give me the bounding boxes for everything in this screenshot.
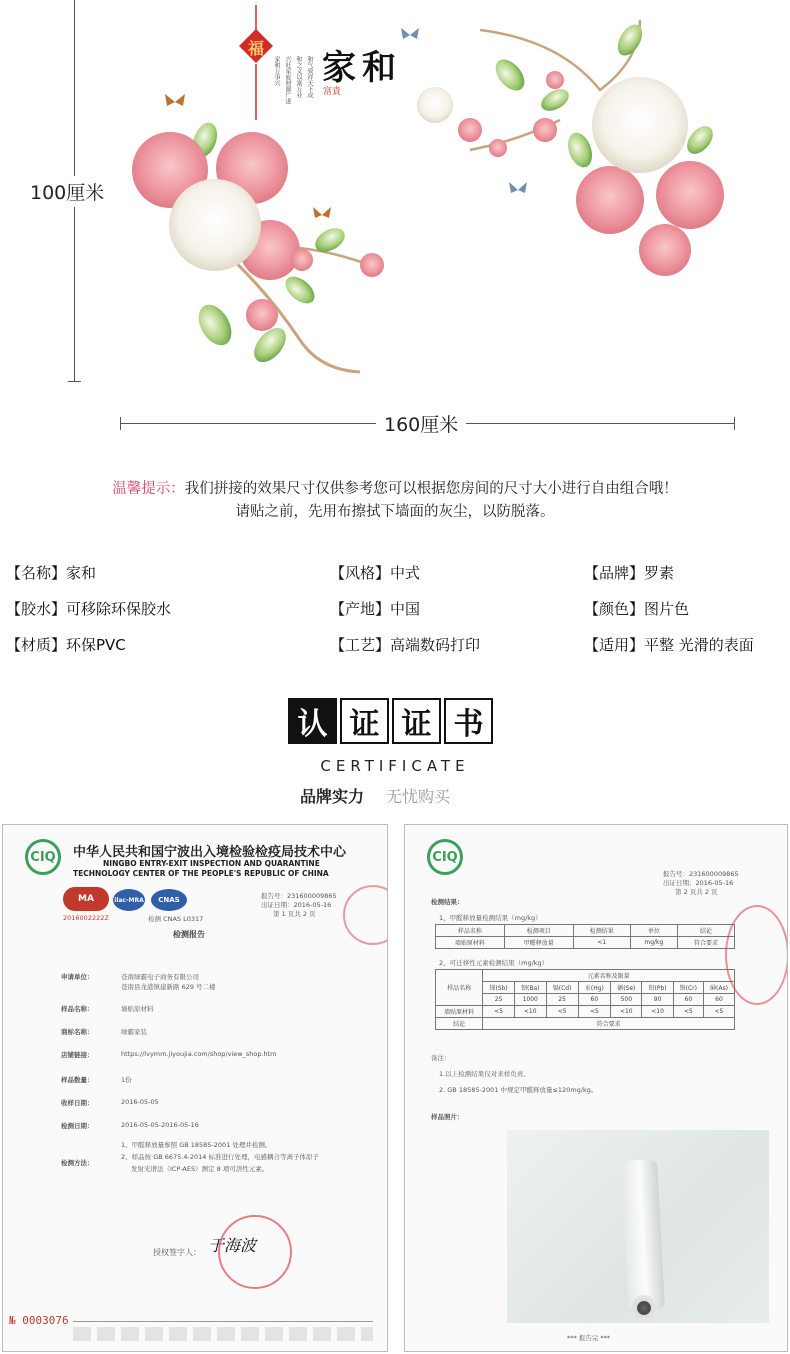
- elements-table: [435, 969, 735, 1030]
- table2-title: 2、可迁移性元素检测结果（mg/kg）: [439, 959, 549, 967]
- field-label: 收样日期：: [61, 1099, 94, 1107]
- height-dimension-cap: [68, 381, 81, 382]
- note-2: 2. GB 18585-2001 中规定甲醛释放量≤120mg/kg。: [439, 1086, 598, 1094]
- field-label: 申请单位：: [61, 973, 94, 981]
- test-report-page-1: [2, 824, 388, 1352]
- cnas-badge-icon: CNAS: [151, 889, 187, 911]
- tips-line-1: [0, 478, 790, 501]
- product-dimension-hero: [0, 0, 790, 450]
- ciq-logo-icon: CIQ: [25, 839, 61, 875]
- spec-applicable: 【适用】平整 光滑的表面: [584, 636, 754, 654]
- notes-label: 备注：: [431, 1054, 451, 1062]
- certificate-slogan: [300, 784, 450, 807]
- table-cell: <10: [642, 1006, 673, 1018]
- table-cell: 90: [642, 994, 673, 1006]
- ciq-logo-icon: CIQ: [427, 839, 463, 875]
- table-cell: 500: [611, 994, 642, 1006]
- test-report-page-2: [404, 824, 788, 1352]
- table-header: 硒(Se): [611, 982, 642, 994]
- certificate-title: [288, 698, 493, 744]
- field-value: https://lvymm.jiyoujia.com/shop/view_shop.htm: [121, 1050, 277, 1058]
- result-section-label: 检测结果：: [431, 898, 464, 906]
- slogan-light: 无忧购买: [386, 787, 451, 806]
- field-label: 检测日期：: [61, 1122, 94, 1130]
- tips-text-1: 我们拼接的效果尺寸仅供参考您可以根据您房间的尺寸大小进行自由组合哦！: [184, 481, 678, 497]
- footer-divider: [73, 1321, 373, 1322]
- table-header: 元素名称及限量: [483, 970, 735, 982]
- table-cell: <5: [673, 1006, 703, 1018]
- report-end: *** 报告完 ***: [567, 1334, 611, 1342]
- table-cell: 结论: [436, 1018, 483, 1030]
- table-cell: 60: [578, 994, 610, 1006]
- ma-number: 2016002222Z: [63, 914, 109, 922]
- warm-tips: [0, 478, 790, 524]
- table-cell: 墙贴原材料: [436, 937, 505, 949]
- table-cell: 符合要求: [483, 1018, 735, 1030]
- width-dimension-cap-left: [120, 417, 121, 430]
- spec-glue: 【胶水】可移除环保胶水: [6, 600, 172, 618]
- spec-name: 【名称】家和: [6, 564, 97, 582]
- table-header: 汞(Hg): [578, 982, 610, 994]
- certificate-en-title: CERTIFICATE: [320, 757, 470, 775]
- table-cell: 25: [483, 994, 515, 1006]
- certificate-char-1: 认: [288, 698, 337, 744]
- table-cell: <5: [578, 1006, 610, 1018]
- table-header: 检测结果: [573, 925, 630, 937]
- table-header: 锑(Sb): [483, 982, 515, 994]
- table-cell: 25: [546, 994, 578, 1006]
- certificate-char-3: 证: [392, 698, 441, 744]
- footer-address-placeholder: [73, 1327, 373, 1341]
- note-1: 1.以上检测结果仅对来样负责。: [439, 1070, 530, 1078]
- table-header: 铅(Pb): [642, 982, 673, 994]
- red-seal-icon: [218, 1215, 292, 1289]
- table-header: 镉(Cd): [546, 982, 578, 994]
- table-header: 单位: [630, 925, 677, 937]
- field-label: 商标名称：: [61, 1028, 94, 1036]
- method-2: 2、样品按 GB 6675.4-2014 标准进行处理，电感耦合等离子体原子: [121, 1153, 319, 1161]
- field-value: 2016-05-05: [121, 1098, 159, 1106]
- tips-line-2: 请贴之前，先用布擦拭下墙面的灰尘，以防脱落。: [235, 504, 555, 520]
- slogan-strong: 品牌实力: [300, 787, 365, 806]
- method-3: 发射光谱法（ICP-AES）测定 8 项可溶性元素。: [131, 1165, 269, 1173]
- doc1-report-no: 报告号：231600009865: [261, 892, 337, 900]
- field-value: 绿霸家装: [121, 1028, 147, 1036]
- artwork-main-title: 家和: [322, 48, 402, 88]
- spec-origin: 【产地】中国: [330, 600, 421, 618]
- table-cell: <10: [611, 1006, 642, 1018]
- artwork-poem: 和气致祥天下成 和之义以富万业 兴旺家庭财源广进 家和万事兴: [273, 56, 313, 104]
- artwork-fugui-seal: 富貴: [323, 87, 342, 97]
- certificate-char-2: 证: [340, 698, 389, 744]
- doc2-date: 出证日期：2016-05-16: [663, 879, 734, 887]
- signer-label: 授权签字人：: [153, 1248, 201, 1257]
- table-cell: 1000: [514, 994, 546, 1006]
- doc1-header-en-1: NINGBO ENTRY-EXIT INSPECTION AND QUARANTINE: [103, 859, 320, 868]
- spec-color: 【颜色】图片色: [584, 600, 690, 618]
- doc1-title: 检测报告: [173, 930, 205, 939]
- field-value: 1份: [121, 1076, 132, 1084]
- field-label: 样品名称：: [61, 1005, 94, 1013]
- method-label: 检测方法：: [61, 1159, 94, 1167]
- table1-title: 1、甲醛释放量检测结果（mg/kg）: [439, 914, 542, 922]
- doc2-page: 第 2 页共 2 页: [675, 888, 718, 896]
- formaldehyde-table: [435, 924, 735, 949]
- table-cell: <5: [483, 1006, 515, 1018]
- spec-process: 【工艺】高端数码打印: [330, 636, 481, 654]
- cnas-number: 检测 CNAS L0317: [148, 915, 204, 923]
- table-header: 钡(Ba): [514, 982, 546, 994]
- field-value: 2016-05-05-2016-05-16: [121, 1121, 199, 1129]
- doc1-date: 出证日期：2016-05-16: [261, 901, 332, 909]
- photo-label: 样品照片：: [431, 1113, 464, 1121]
- field-value: 墙贴原材料: [121, 1005, 154, 1013]
- tips-prefix: 温馨提示：: [112, 481, 185, 497]
- red-seal-edge-icon: [343, 885, 388, 945]
- ilac-badge-icon: ilac-MRA: [113, 889, 145, 911]
- table-cell: 甲醛释放量: [504, 937, 573, 949]
- ma-badge-icon: MA: [63, 887, 109, 911]
- table-cell: <5: [546, 1006, 578, 1018]
- field-value: 苍南县龙港镇建新路 629 号二楼: [121, 983, 216, 991]
- table-header: 样品名称: [436, 970, 483, 1006]
- spec-style: 【风格】中式: [330, 564, 421, 582]
- doc1-header-cn: 中华人民共和国宁波出入境检验检疫局技术中心: [73, 845, 347, 860]
- method-1: 1、甲醛释放量参照 GB 18585-2001 处理并检测。: [121, 1141, 272, 1149]
- signature: 于海波: [208, 1236, 257, 1255]
- wallpaper-roll-end-image: [631, 1295, 657, 1321]
- doc2-report-no: 报告号：231600009865: [663, 870, 739, 878]
- height-dimension-label: 100厘米: [30, 176, 104, 207]
- serial-number: № 0003076: [9, 1314, 69, 1327]
- table-cell: <10: [514, 1006, 546, 1018]
- doc1-page: 第 1 页共 2 页: [273, 910, 316, 918]
- artwork-fu-character: 福: [248, 39, 265, 58]
- table-cell: <1: [573, 937, 630, 949]
- field-label: 店铺链接：: [61, 1051, 94, 1059]
- table-cell: <5: [703, 1006, 734, 1018]
- doc1-header-en-2: TECHNOLOGY CENTER OF THE PEOPLE'S REPUBLIC OF CHINA: [73, 869, 329, 878]
- field-value: 苍南绿霸电子商务有限公司: [121, 973, 199, 981]
- table-cell: 60: [703, 994, 734, 1006]
- spec-material: 【材质】环保PVC: [6, 636, 126, 654]
- width-dimension-label: 160厘米: [376, 410, 466, 437]
- table-header: 样品名称: [436, 925, 505, 937]
- table-header: 砷(As): [703, 982, 734, 994]
- table-header: 检测项目: [504, 925, 573, 937]
- red-seal-edge-icon: [725, 905, 788, 1005]
- spec-brand: 【品牌】罗素: [584, 564, 675, 582]
- field-label: 样品数量：: [61, 1076, 94, 1084]
- certificate-char-4: 书: [444, 698, 493, 744]
- table-cell: mg/kg: [630, 937, 677, 949]
- table-cell: 墙贴原材料: [436, 1006, 483, 1018]
- table-header: 铬(Cr): [673, 982, 703, 994]
- table-header: 结论: [677, 925, 734, 937]
- table-cell: 符合要求: [677, 937, 734, 949]
- table-cell: 60: [673, 994, 703, 1006]
- width-dimension-cap-right: [734, 417, 735, 430]
